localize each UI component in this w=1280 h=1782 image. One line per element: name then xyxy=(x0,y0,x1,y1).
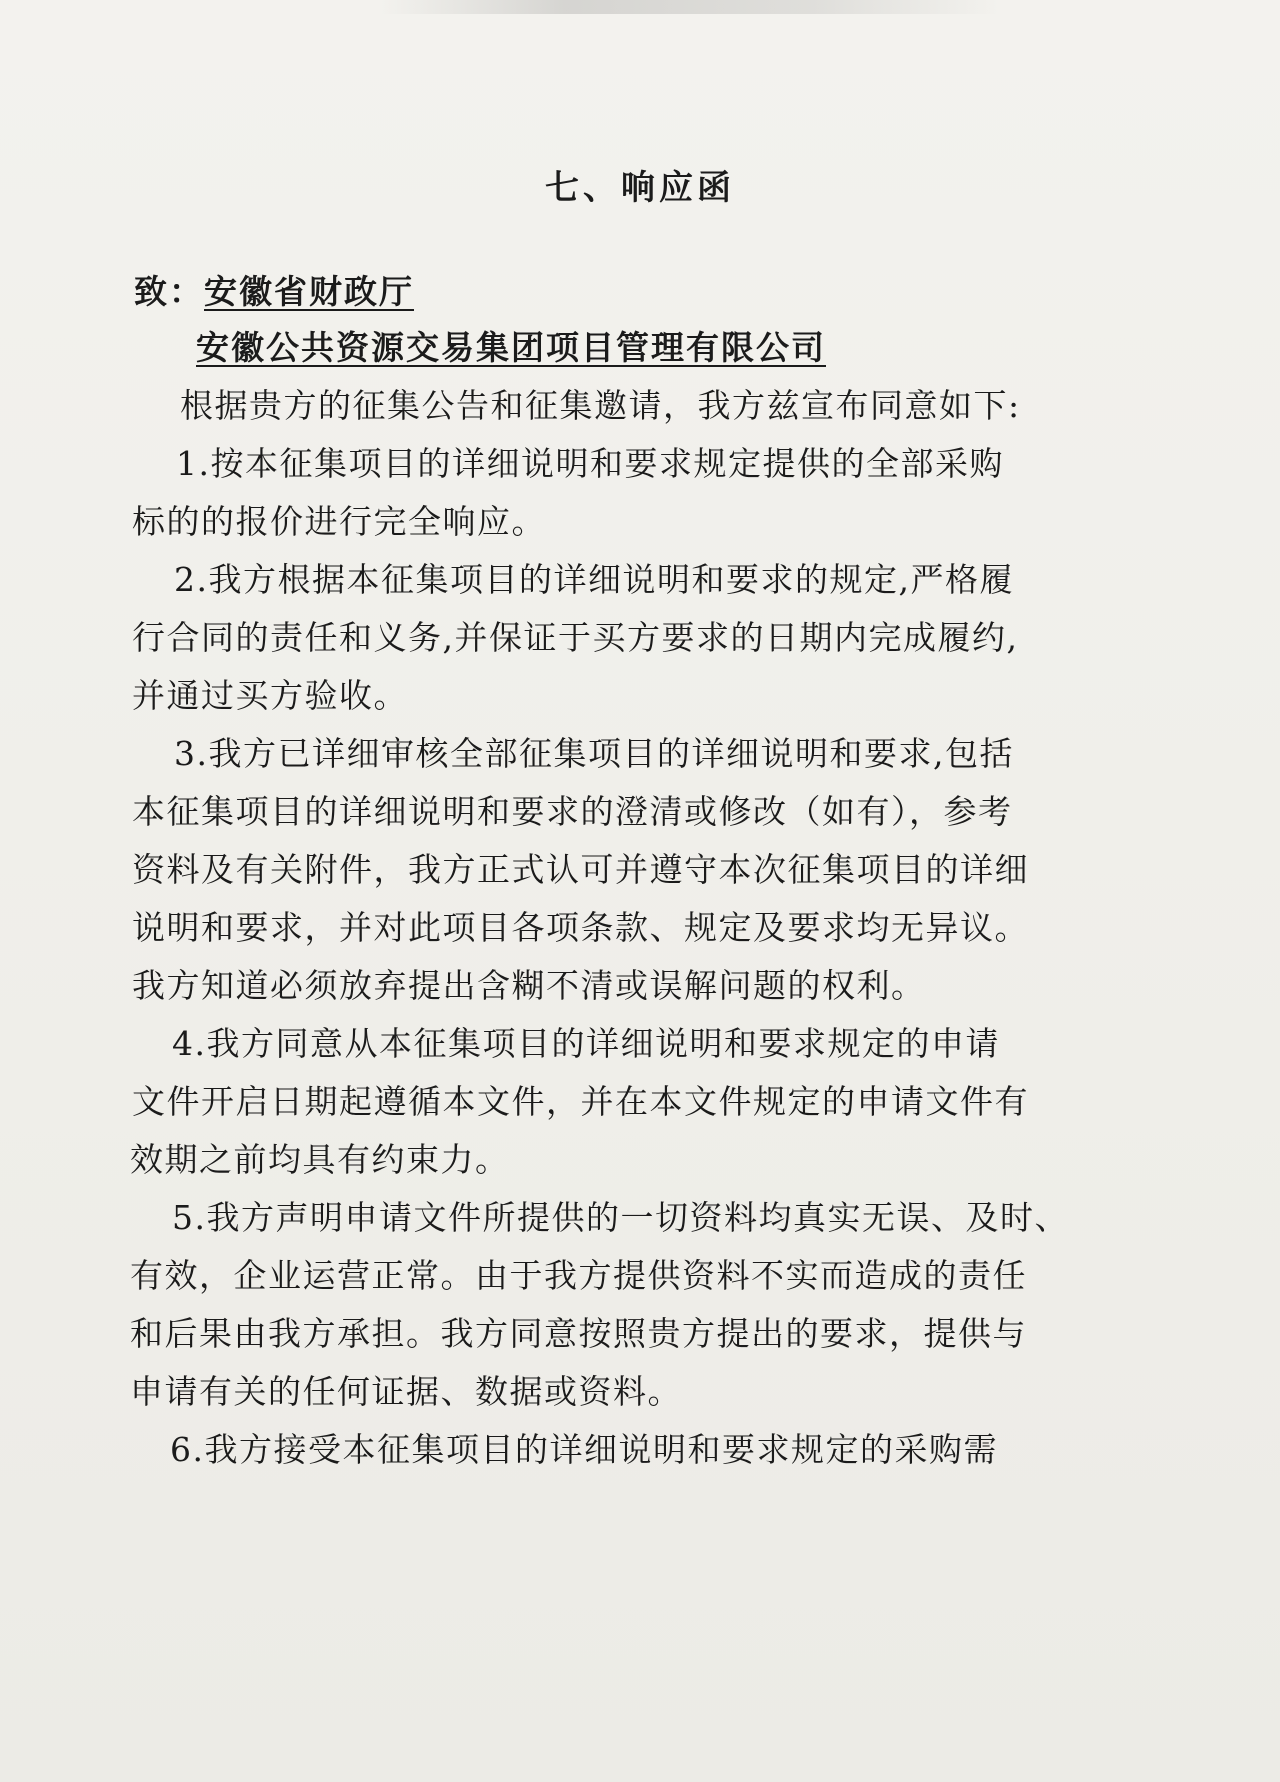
body-line: 根据贵方的征集公告和征集邀请，我方兹宣布同意如下: xyxy=(180,386,1021,425)
body-line: 行合同的责任和义务,并保证于买方要求的日期内完成履约, xyxy=(132,618,1019,657)
recipient-name: 安徽省财政厅 xyxy=(204,272,414,311)
body-line: 效期之前均具有约束力。 xyxy=(130,1140,510,1179)
body-line: 资料及有关附件，我方正式认可并遵守本次征集项目的详细 xyxy=(132,850,1029,889)
body-line: 并通过买方验收。 xyxy=(132,676,408,715)
body-line: 文件开启日期起遵循本文件，并在本文件规定的申请文件有 xyxy=(132,1082,1029,1121)
recipient-line-2 xyxy=(196,328,826,368)
recipient-name: 安徽公共资源交易集团项目管理有限公司 xyxy=(196,328,826,367)
body-line: 6.我方接受本征集项目的详细说明和要求规定的采购需 xyxy=(170,1430,998,1469)
body-line: 有效，企业运营正常。由于我方提供资料不实而造成的责任 xyxy=(130,1256,1027,1295)
recipient-line-1 xyxy=(134,272,414,312)
body-line: 和后果由我方承担。我方同意按照贵方提出的要求，提供与 xyxy=(130,1314,1027,1353)
body-line: 2.我方根据本征集项目的详细说明和要求的规定,严格履 xyxy=(174,560,1014,599)
body-line: 3.我方已详细审核全部征集项目的详细说明和要求,包括 xyxy=(174,734,1014,773)
scan-artifact xyxy=(380,0,1000,14)
body-line: 4.我方同意从本征集项目的详细说明和要求规定的申请 xyxy=(172,1024,1000,1063)
body-line: 5.我方声明申请文件所提供的一切资料均真实无误、及时、 xyxy=(172,1198,1069,1237)
body-line: 标的的报价进行完全响应。 xyxy=(132,502,546,541)
address-prefix: 致： xyxy=(134,272,204,311)
body-line: 我方知道必须放弃提出含糊不清或误解问题的权利。 xyxy=(132,966,926,1005)
body-line: 1.按本征集项目的详细说明和要求规定提供的全部采购 xyxy=(176,444,1004,483)
body-line: 申请有关的任何证据、数据或资料。 xyxy=(130,1372,682,1411)
body-line: 说明和要求，并对此项目各项条款、规定及要求均无异议。 xyxy=(132,908,1029,947)
page-title: 七、响应函 xyxy=(545,168,735,208)
body-line: 本征集项目的详细说明和要求的澄清或修改（如有），参考 xyxy=(132,792,1013,831)
